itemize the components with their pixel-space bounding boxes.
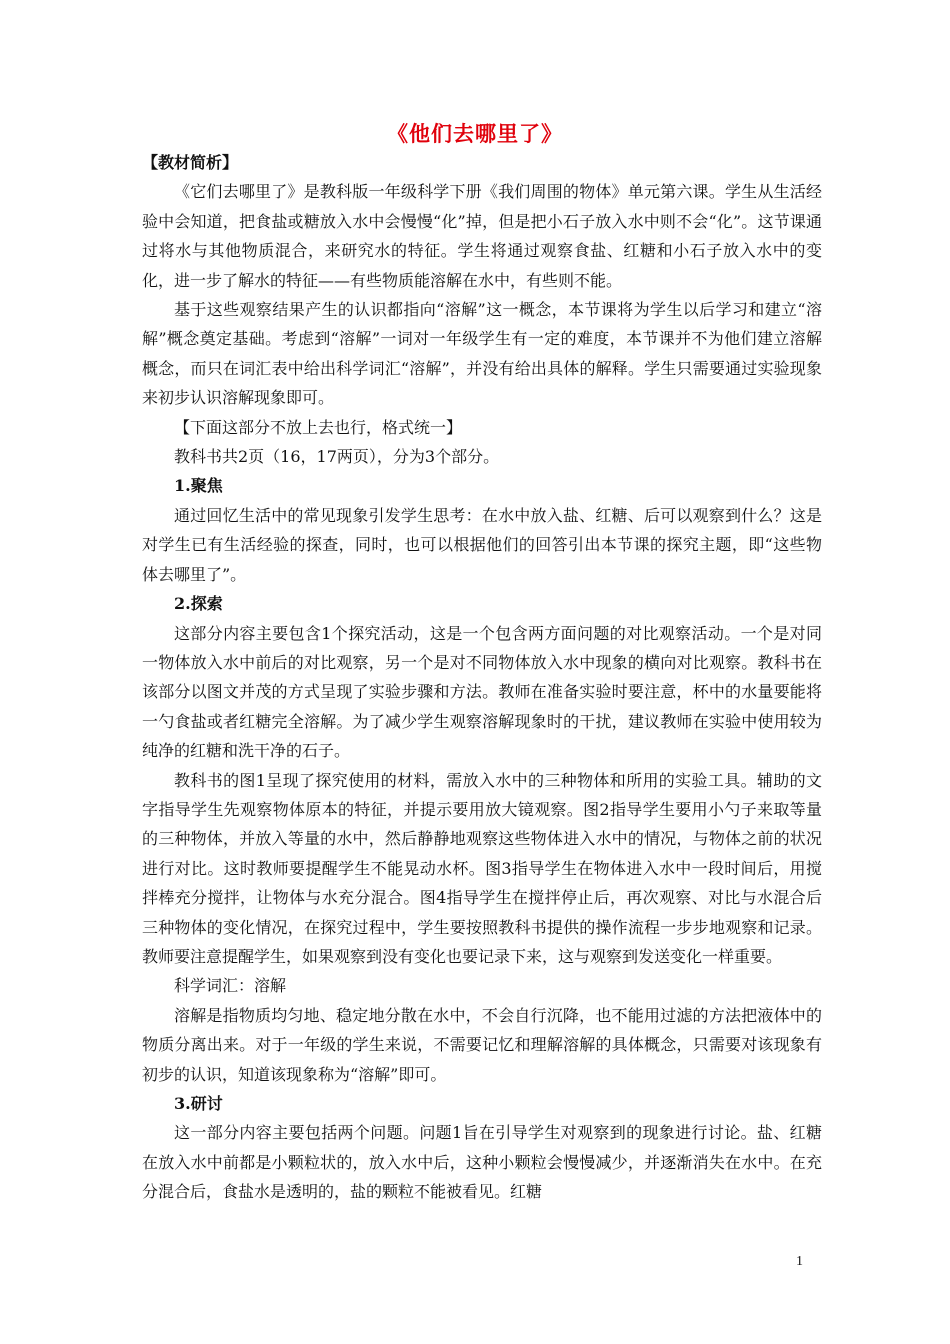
paragraph: 通过回忆生活中的常见现象引发学生思考：在水中放入盐、红糖、后可以观察到什么？这是对学生已有生活经验的探查，同时，也可以根据他们的回答引出本节课的探究主题，即“这些物体去哪里了”。	[142, 505, 822, 584]
paragraph: 这部分内容主要包含1个探究活动，这是一个包含两方面问题的对比观察活动。一个是对同一物体放入水中前后的对比观察，另一个是对不同物体放入水中现象的横向对比观察。教科书在该部分以图文并茂的方式呈现了实验步骤和方法。教师在准备实验时要注意，杯中的水量要能将一勺食盐或者红糖完全溶解。为了减少学生观察溶解现象时的干扰，建议教师在实验中使用较为纯净的红糖和洗干净的石子。	[142, 623, 822, 761]
section-heading: 【教材简析】	[142, 153, 239, 172]
subsection-heading: 3.研讨	[174, 1094, 223, 1113]
paragraph: 基于这些观察结果产生的认识都指向“溶解”这一概念，本节课将为学生以后学习和建立“溶解”概念奠定基础。考虑到“溶解”一词对一年级学生有一定的难度，本节课并不为他们建立溶解概念，而只在词汇表中给出科学词汇“溶解”，并没有给出具体的解释。学生只需要通过实验现象来初步认识溶解现象即可。	[142, 300, 822, 408]
vocabulary-line: 科学词汇：溶解	[174, 976, 287, 996]
paragraph: 《它们去哪里了》是教科版一年级科学下册《我们周围的物体》单元第六课。学生从生活经验中会知道，把食盐或糖放入水中会慢慢“化”掉，但是把小石子放入水中则不会“化”。这节课通过将水与其他物质混合，来研究水的特征。学生将通过观察食盐、红糖和小石子放入水中的变化，进一步了解水的特征——有些物质能溶解在水中，有些则不能。	[142, 182, 822, 290]
document-body	[142, 148, 822, 1207]
page-number: 1	[796, 1254, 803, 1269]
note-line: 【下面这部分不放上去也行，格式统一】	[174, 417, 463, 437]
paragraph: 溶解是指物质均匀地、稳定地分散在水中，不会自行沉降，也不能用过滤的方法把液体中的物质分离出来。对于一年级的学生来说，不需要记忆和理解溶解的具体概念，只需要对该现象有初步的认识，知道该现象称为“溶解”即可。	[142, 1005, 822, 1084]
paragraph: 这一部分内容主要包括两个问题。问题1旨在引导学生对观察到的现象进行讨论。盐、红糖在放入水中前都是小颗粒状的，放入水中后，这种小颗粒会慢慢减少，并逐渐消失在水中。在充分混合后，食盐水是透明的，盐的颗粒不能被看见。红糖	[142, 1123, 822, 1202]
textbook-pages-line: 教科书共2页（16，17两页），分为3个部分。	[174, 447, 500, 467]
subsection-heading: 1.聚焦	[174, 476, 223, 496]
document-title: 《他们去哪里了》	[387, 121, 563, 146]
subsection-heading: 2.探索	[174, 594, 223, 614]
paragraph: 教科书的图1呈现了探究使用的材料，需放入水中的三种物体和所用的实验工具。辅助的文字指导学生先观察物体原本的特征，并提示要用放大镜观察。图2指导学生要用小勺子来取等量的三种物体，并放入等量的水中，然后静静地观察这些物体进入水中的情况，与物体之前的状况进行对比。这时教师要提醒学生不能晃动水杯。图3指导学生在物体进入水中一段时间后，用搅拌棒充分搅拌，让物体与水充分混合。图4指导学生在搅拌停止后，再次观察、对比与水混合后三种物体的变化情况，在探究过程中，学生要按照教科书提供的操作流程一步步地观察和记录。教师要注意提醒学生，如果观察到没有变化也要记录下来，这与观察到发送变化一样重要。	[142, 770, 822, 966]
